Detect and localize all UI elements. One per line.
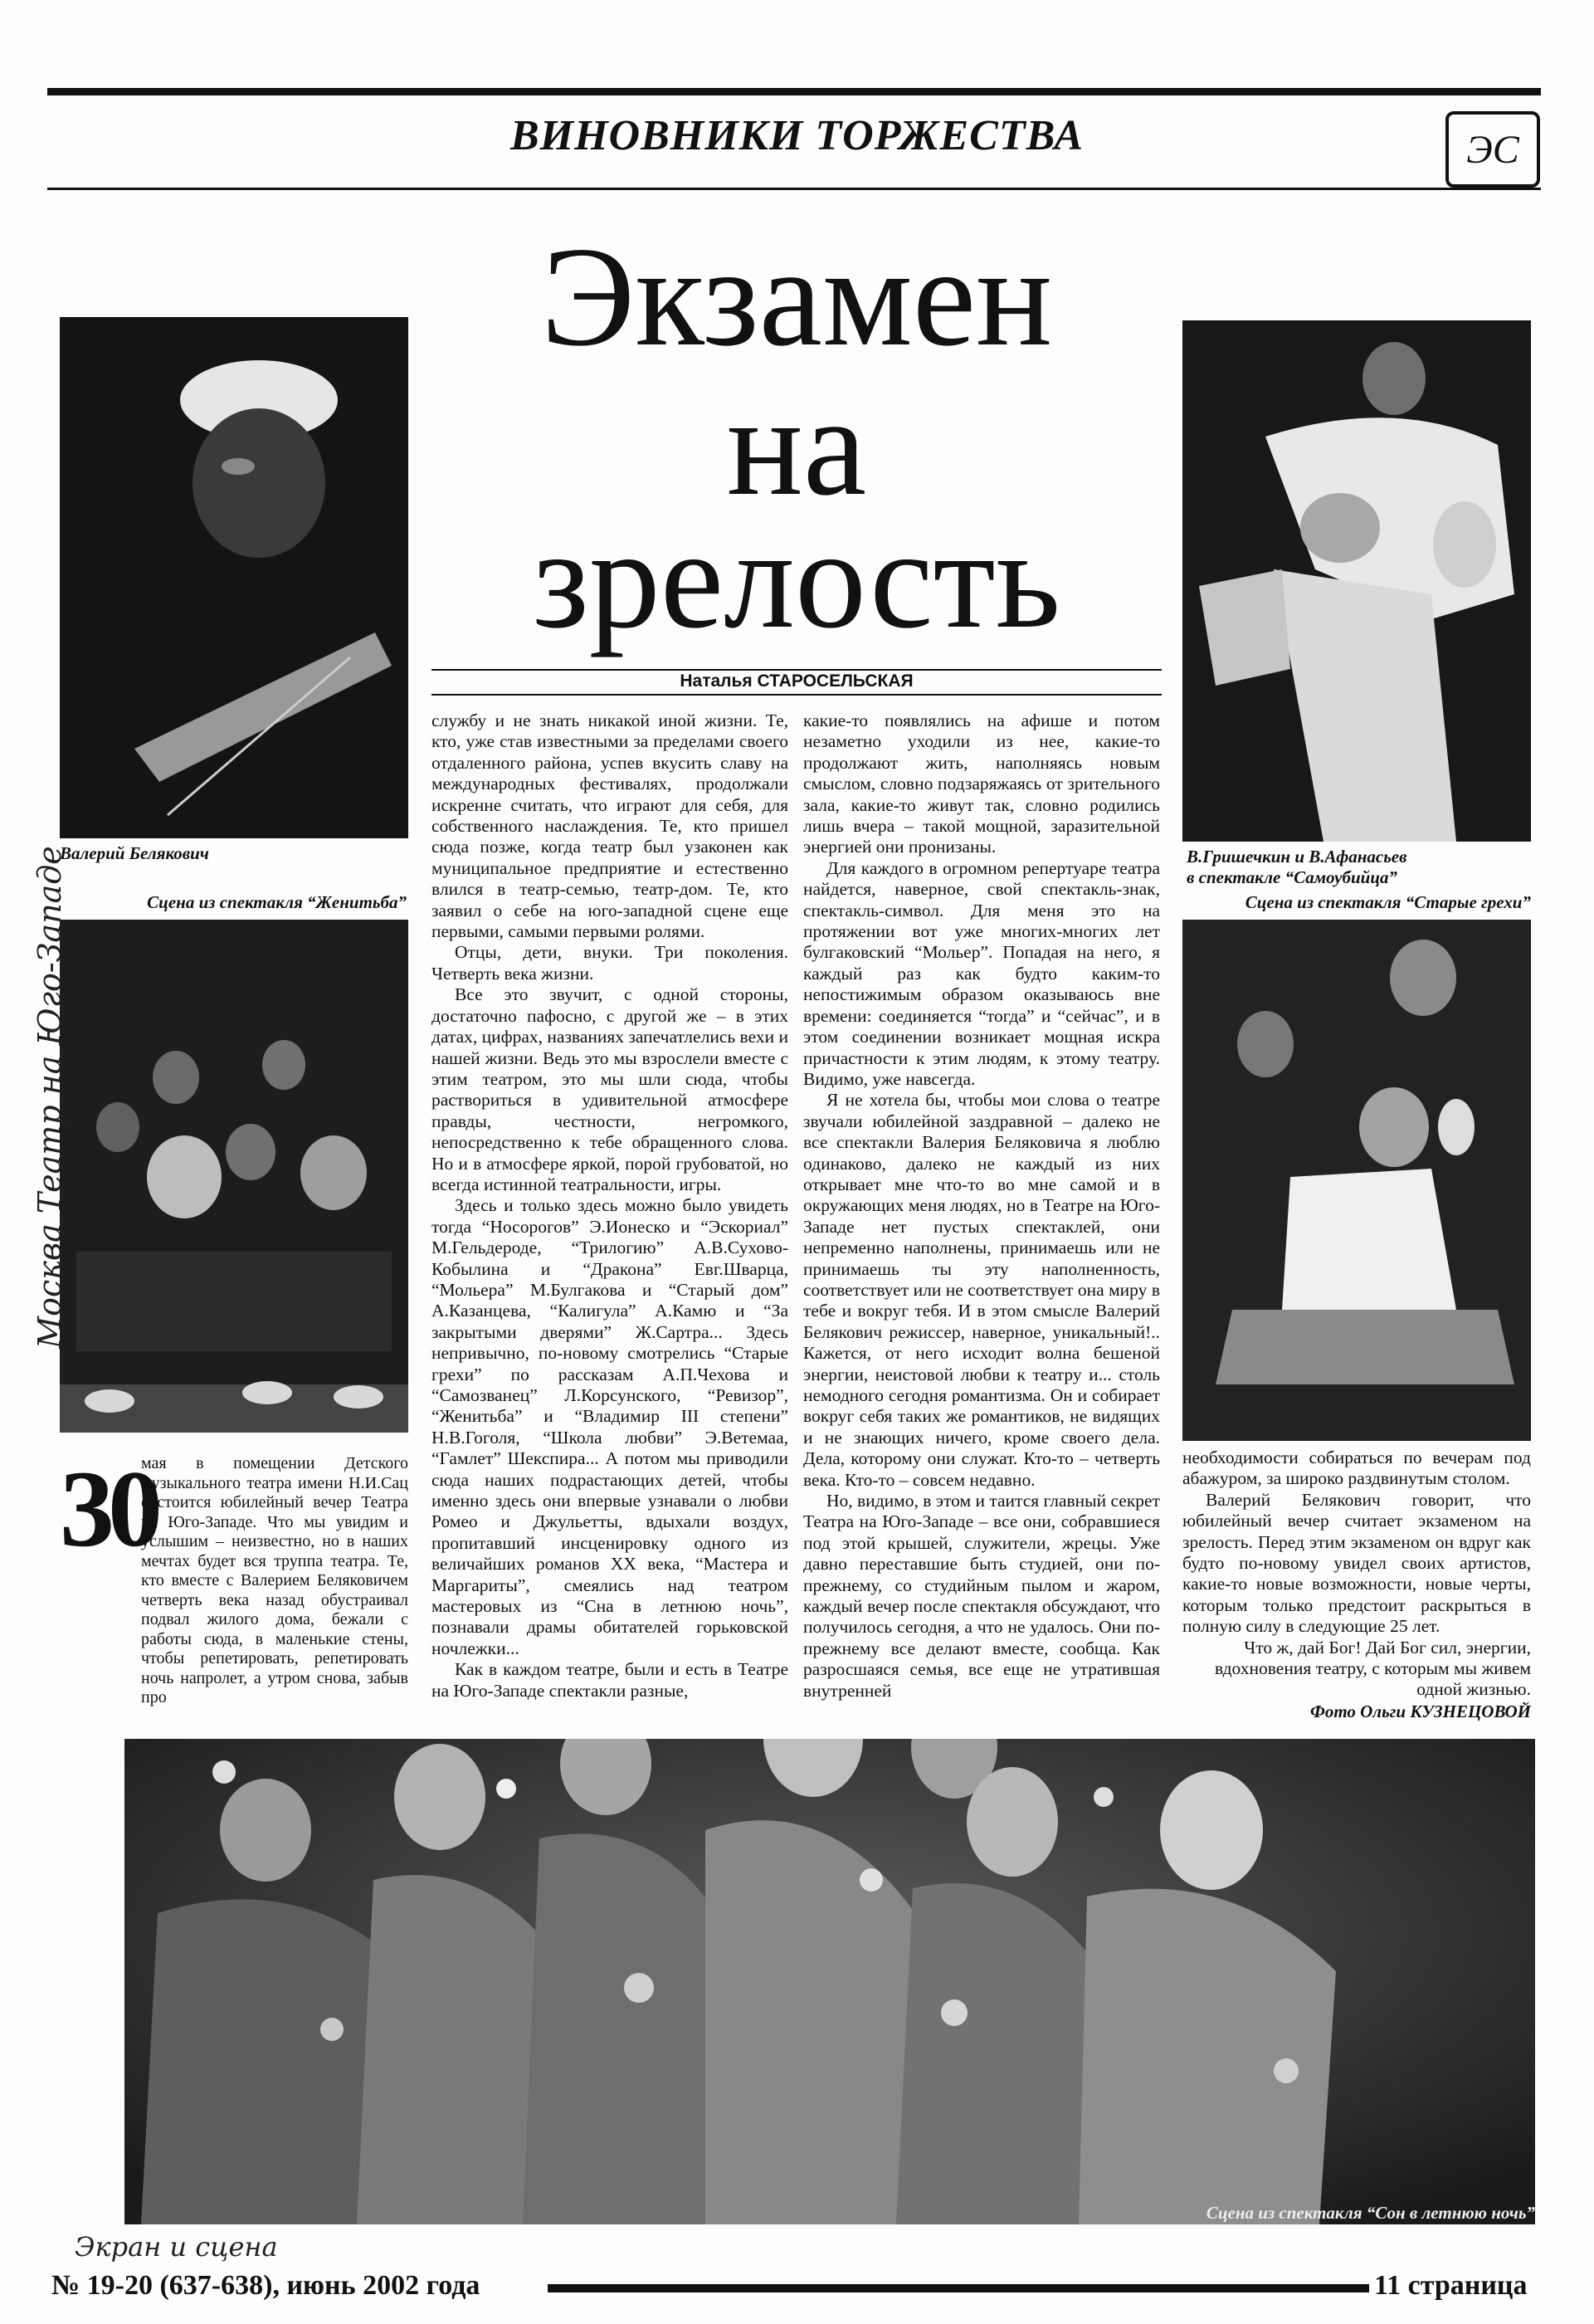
col1-paragraph: службу и не знать никакой иной жизни. Те, кто, уже став известными за пределами своего отдаленного района, успев вкусить славу на международных фестивалях, продолжали искренне считать, что играют для себя, для собственного наслаждения. Те, кто пришел сюда позже, когда театр был узаконен как муниципальное предприятие и естественно влился в театр-семью, театр-дом. Те, кто заявил о себе на юго-западной сцене еще первыми, самыми первыми ролями. — [431, 710, 788, 942]
photo-credit: Фото Ольги КУЗНЕЦОВОЙ — [1309, 1702, 1531, 1721]
article-column-2 — [803, 710, 1160, 1702]
headline-line-1: Экзамен — [540, 218, 1053, 376]
drop-number: 30 — [60, 1448, 156, 1570]
byline-rule-top — [431, 669, 1162, 671]
article-column-3 — [1182, 1448, 1531, 1701]
photo-samoubiytsa — [1182, 320, 1531, 842]
page-number: 11 страница — [1374, 2270, 1528, 2301]
caption-zhenitba: Сцена из спектакля “Женитьба” — [147, 892, 407, 912]
col3-paragraph: Что ж, дай Бог! Дай Бог сил, энергии, вдохновения театру, с которым мы живем одной жизнью. — [1214, 1637, 1531, 1700]
photo-zhenitba — [60, 920, 408, 1433]
footer-handwriting: Экран и сцена — [75, 2231, 278, 2263]
col2-paragraph: какие-то появлялись на афише и потом незаметно уходили из нее, какие-то продолжают жить, наполняясь новым смыслом, словно подзаряжаясь от зрительного зала, какие-то живут так, словно родились лишь вчера – такой мощной, заразительной энергией они пронизаны. — [803, 710, 1160, 857]
headline-line-3: зрелость — [532, 500, 1061, 658]
col3-paragraph: Валерий Белякович говорит, что юбилейный вечер считает экзаменом на зрелость. Перед этим экзаменом он вдруг как будто по-новому увидел своих артистов, какие-то новые возможности, новые черты, которым только предстоит раскрыться в полную силу в следующие 25 лет. — [1182, 1489, 1531, 1637]
issue-info: № 19-20 (637-638), июнь 2002 года — [51, 2270, 480, 2301]
top-rule — [47, 88, 1541, 95]
col2-paragraph: Для каждого в огромном репертуаре театра найдется, наверное, свой спектакль-знак, спектакль-символ. Для меня это на протяжении вот уже многих-многих лет булгаковский “Мольер”. Попадая на него, я каждый раз как будто каким-то непостижимым образом оказываюсь вне времени: соединяется “тогда” и “сейчас”, и в этом соединении возникает мощная искра причастности к этим людям, к этому театру. Видимо, уже навсегда. — [803, 857, 1160, 1089]
caption-samoubiytsa-1: В.Гришечкин и В.Афанасьев — [1187, 847, 1407, 867]
lead-text — [141, 1454, 408, 1708]
col1-paragraph: Здесь и только здесь можно было увидеть тогда “Носорогов” Э.Ионеско и “Эскориал” М.Гельдероде, “Трилогию” А.В.Сухово-Кобылина и “Дракона” Евг.Шварца, “Мольера” М.Булгакова и “Старый дом” А.Казанцева, “Калигула” А.Камю и “За закрытыми дверями” Ж.Сартра... Здесь непривычно, по-новому смотрелись “Старые грехи” по рассказам А.П.Чехова и “Самозванец” Л.Корсунского, “Ревизор”, “Женитьба” и “Владимир III степени” Н.В.Гоголя, “Школа любви” Э.Ветемаа, “Гамлет” Шекспира... А потом мы приводили сюда наших подрастающих детей, чтобы именно здесь они впервые узнавали о любви Ромео и Джульетты, вдыхали воздух, пропитавший инсценировку одного из величайших романов ХХ века, “Мастера и Маргариты”, смеялись над театром мастеровых из “Сна в летнюю ночь”, познавали драмы обитателей горьковской ночлежки... — [431, 1195, 788, 1658]
caption-beliakovich: Валерий Белякович — [60, 843, 209, 863]
lead-paragraph: мая в помещении Детского музыкального театра имени Н.И.Сац состоится юбилейный вечер Театра на Юго-Западе. Что мы увидим и услышим – неизвестно, но в наших мечтах будет вся труппа театра. Те, кто вместе с Валерием Беляковичем четверть века назад обустраивал подвал жилого дома, бежали с работы сюда, в маленькие стены, чтобы репетировать, репетировать ночь напролет, а утром снова, забыв про — [141, 1454, 408, 1706]
photo-son-v-letnyuyu-noch — [124, 1739, 1535, 2224]
logo-text: ЭС — [1466, 127, 1519, 172]
rubric-rule — [47, 188, 1541, 190]
margin-handwriting: Москва Театр на Юго-Западе — [32, 846, 68, 1349]
col1-paragraph: Отцы, дети, внуки. Три поколения. Четверть века жизни. — [431, 942, 788, 984]
byline: Наталья СТАРОСЕЛЬСКАЯ — [680, 671, 914, 691]
col1-paragraph: Все это звучит, с одной стороны, достаточно пафосно, с другой же – в этих датах, цифрах, названиях запечатлелись вехи и нашей жизни. Ведь это мы взрослели вместе с этим театром, это мы шли сюда, чтобы раствориться в удивительной атмосфере правды, честности, негромкого, непосредственно к тебе обращенного слова. Но и в атмосфере яркой, порой грубоватой, но всегда истинной театральности, игры. — [431, 984, 788, 1194]
footer-rule — [548, 2284, 1369, 2292]
article-column-1 — [431, 710, 788, 1702]
col1-paragraph: Как в каждом театре, были и есть в Театре на Юго-Западе спектакли разные, — [431, 1659, 788, 1701]
photo-beliakovich — [60, 317, 408, 838]
section-rubric: ВИНОВНИКИ ТОРЖЕСТВА — [509, 112, 1085, 159]
col3-paragraph: необходимости собираться по вечерам под абажуром, за широко раздвинутым столом. — [1182, 1448, 1531, 1489]
caption-samoubiytsa-2: в спектакле “Самоубийца” — [1187, 867, 1398, 887]
col2-paragraph: Я не хотела бы, чтобы мои слова о театре звучали юбилейной заздравной – далеко не все спектакли Валерия Беляковича я люблю одинаково, далеко не каждый из них открывает мне что-то во мне самой и в окружающих меня людях, но в Театре на Юго-Западе нет пустых спектаклей, они непременно наполнены, принимаешь или не принимаешь ты эту наполненность, соответствует или не соответствует она миру в тебе и вокруг тебя. И в этом смысле Валерий Белякович режиссер, наверное, уникальный!.. Кажется, от него исходит волна бешеной энергии, неистовой любви к театру и... столь немодного сегодня романтизма. Он и собирает вокруг себя таких же романтиков, не видящих и не знающих ничего, кроме своего дела. Дела, которому они служат. Кто-то – четверть века. Кто-то – совсем недавно. — [803, 1090, 1160, 1490]
publication-logo — [1445, 111, 1540, 188]
caption-son-v-letnyuyu-noch: Сцена из спектакля “Сон в летнюю ночь” — [1206, 2203, 1535, 2223]
byline-rule-bottom — [431, 694, 1162, 696]
photo-starye-grekhi — [1182, 920, 1531, 1441]
caption-starye-grekhi: Сцена из спектакля “Старые грехи” — [1245, 892, 1531, 912]
headline-line-2: на — [726, 368, 867, 525]
col2-paragraph: Но, видимо, в этом и таится главный секрет Театра на Юго-Западе – все они, собравшиеся под этой крышей, служители, жрецы. Уже давно переставшие быть студией, они по-прежнему, со студийным пылом и жаром, каждый вечер после спектакля обсуждают, что получилось сегодня, а что не удалось. Они по-прежнему все делают вместе, сообща. Как разросшаяся семья, все еще не утратившая внутренней — [803, 1491, 1160, 1701]
